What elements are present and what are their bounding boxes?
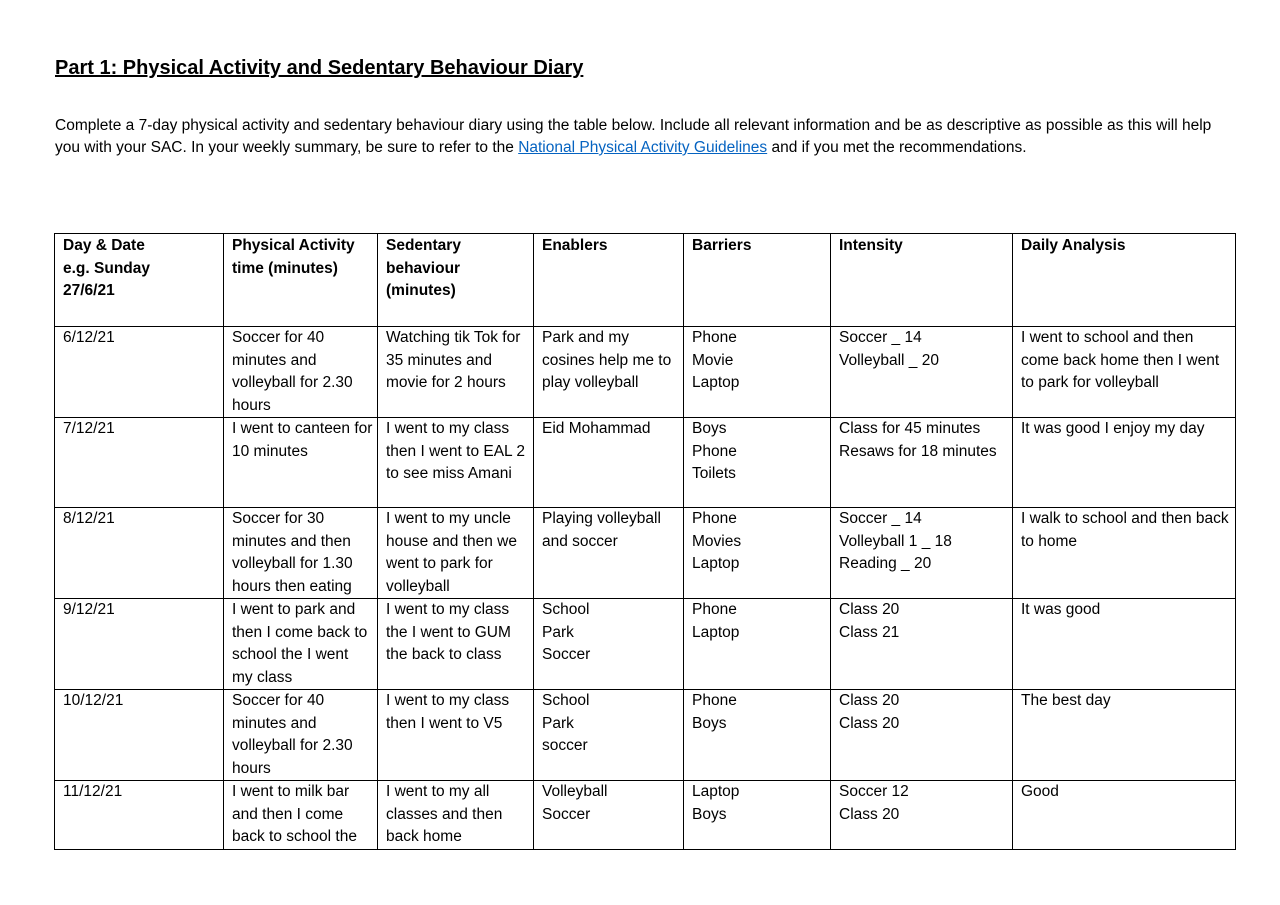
cell-analysis: I went to school and then come back home then I went to park for volleyball	[1013, 327, 1236, 418]
cell-analysis: Good	[1013, 781, 1236, 850]
cell-date: 8/12/21	[55, 508, 224, 599]
instructions-text-start: Complete a 7-day physical activity and sedentary behaviour diary using the table below. Include all relevant information and be as descriptive as possible as this will help you with your SAC. In your weekly summary, be sure to refer to the	[55, 117, 1212, 156]
page-title: Part 1: Physical Activity and Sedentary Behaviour Diary	[55, 57, 584, 79]
diary-table	[54, 233, 1236, 850]
cell-enablers: Playing volleyball and soccer	[534, 508, 684, 599]
cell-enablers: Eid Mohammad	[534, 418, 684, 508]
cell-barriers: Laptop Boys	[684, 781, 831, 850]
cell-analysis: The best day	[1013, 690, 1236, 781]
cell-date: 11/12/21	[55, 781, 224, 850]
cell-enablers: School Park soccer	[534, 690, 684, 781]
header-sedentary: Sedentary behaviour (minutes)	[378, 234, 534, 327]
cell-sedentary: I went to my class the I went to GUM the back to class	[378, 599, 534, 690]
header-daily-analysis: Daily Analysis	[1013, 234, 1236, 327]
cell-sedentary: I went to my uncle house and then we went to park for volleyball	[378, 508, 534, 599]
cell-intensity: Class 20 Class 21	[831, 599, 1013, 690]
table-header-row	[55, 234, 1236, 327]
cell-analysis: I walk to school and then back to home	[1013, 508, 1236, 599]
table-row	[55, 508, 1236, 599]
cell-date: 6/12/21	[55, 327, 224, 418]
cell-intensity: Class 20 Class 20	[831, 690, 1013, 781]
cell-analysis: It was good	[1013, 599, 1236, 690]
header-intensity: Intensity	[831, 234, 1013, 327]
header-barriers: Barriers	[684, 234, 831, 327]
header-enablers: Enablers	[534, 234, 684, 327]
guidelines-link[interactable]: National Physical Activity Guidelines	[518, 139, 768, 156]
header-physical-activity: Physical Activity time (minutes)	[224, 234, 378, 327]
cell-intensity: Class for 45 minutes Resaws for 18 minutes	[831, 418, 1013, 508]
cell-barriers: Phone Laptop	[684, 599, 831, 690]
cell-barriers: Phone Boys	[684, 690, 831, 781]
table-row	[55, 599, 1236, 690]
cell-activity: I went to park and then I come back to school the I went my class	[224, 599, 378, 690]
table-row	[55, 327, 1236, 418]
cell-enablers: Park and my cosines help me to play volleyball	[534, 327, 684, 418]
cell-barriers: Phone Movies Laptop	[684, 508, 831, 599]
cell-intensity: Soccer _ 14 Volleyball 1 _ 18 Reading _ 20	[831, 508, 1013, 599]
cell-intensity: Soccer _ 14 Volleyball _ 20	[831, 327, 1013, 418]
cell-barriers: Boys Phone Toilets	[684, 418, 831, 508]
cell-barriers: Phone Movie Laptop	[684, 327, 831, 418]
cell-date: 7/12/21	[55, 418, 224, 508]
cell-activity: I went to canteen for 10 minutes	[224, 418, 378, 508]
cell-sedentary: I went to my class then I went to EAL 2 to see miss Amani	[378, 418, 534, 508]
cell-sedentary: I went to my class then I went to V5	[378, 690, 534, 781]
cell-activity: Soccer for 30 minutes and then volleyball for 1.30 hours then eating	[224, 508, 378, 599]
table-row	[55, 690, 1236, 781]
cell-activity: Soccer for 40 minutes and volleyball for 2.30 hours	[224, 327, 378, 418]
header-day-date: Day & Date e.g. Sunday 27/6/21	[55, 234, 224, 327]
cell-intensity: Soccer 12 Class 20	[831, 781, 1013, 850]
cell-analysis: It was good I enjoy my day	[1013, 418, 1236, 508]
cell-enablers: Volleyball Soccer	[534, 781, 684, 850]
table-row	[55, 781, 1236, 850]
cell-activity: Soccer for 40 minutes and volleyball for 2.30 hours	[224, 690, 378, 781]
cell-sedentary: Watching tik Tok for 35 minutes and movie for 2 hours	[378, 327, 534, 418]
cell-date: 10/12/21	[55, 690, 224, 781]
table-row	[55, 418, 1236, 508]
cell-enablers: School Park Soccer	[534, 599, 684, 690]
cell-sedentary: I went to my all classes and then back home	[378, 781, 534, 850]
instructions-paragraph	[55, 115, 1230, 159]
cell-date: 9/12/21	[55, 599, 224, 690]
instructions-text-end: and if you met the recommendations.	[767, 139, 1027, 156]
cell-activity: I went to milk bar and then I come back to school the	[224, 781, 378, 850]
